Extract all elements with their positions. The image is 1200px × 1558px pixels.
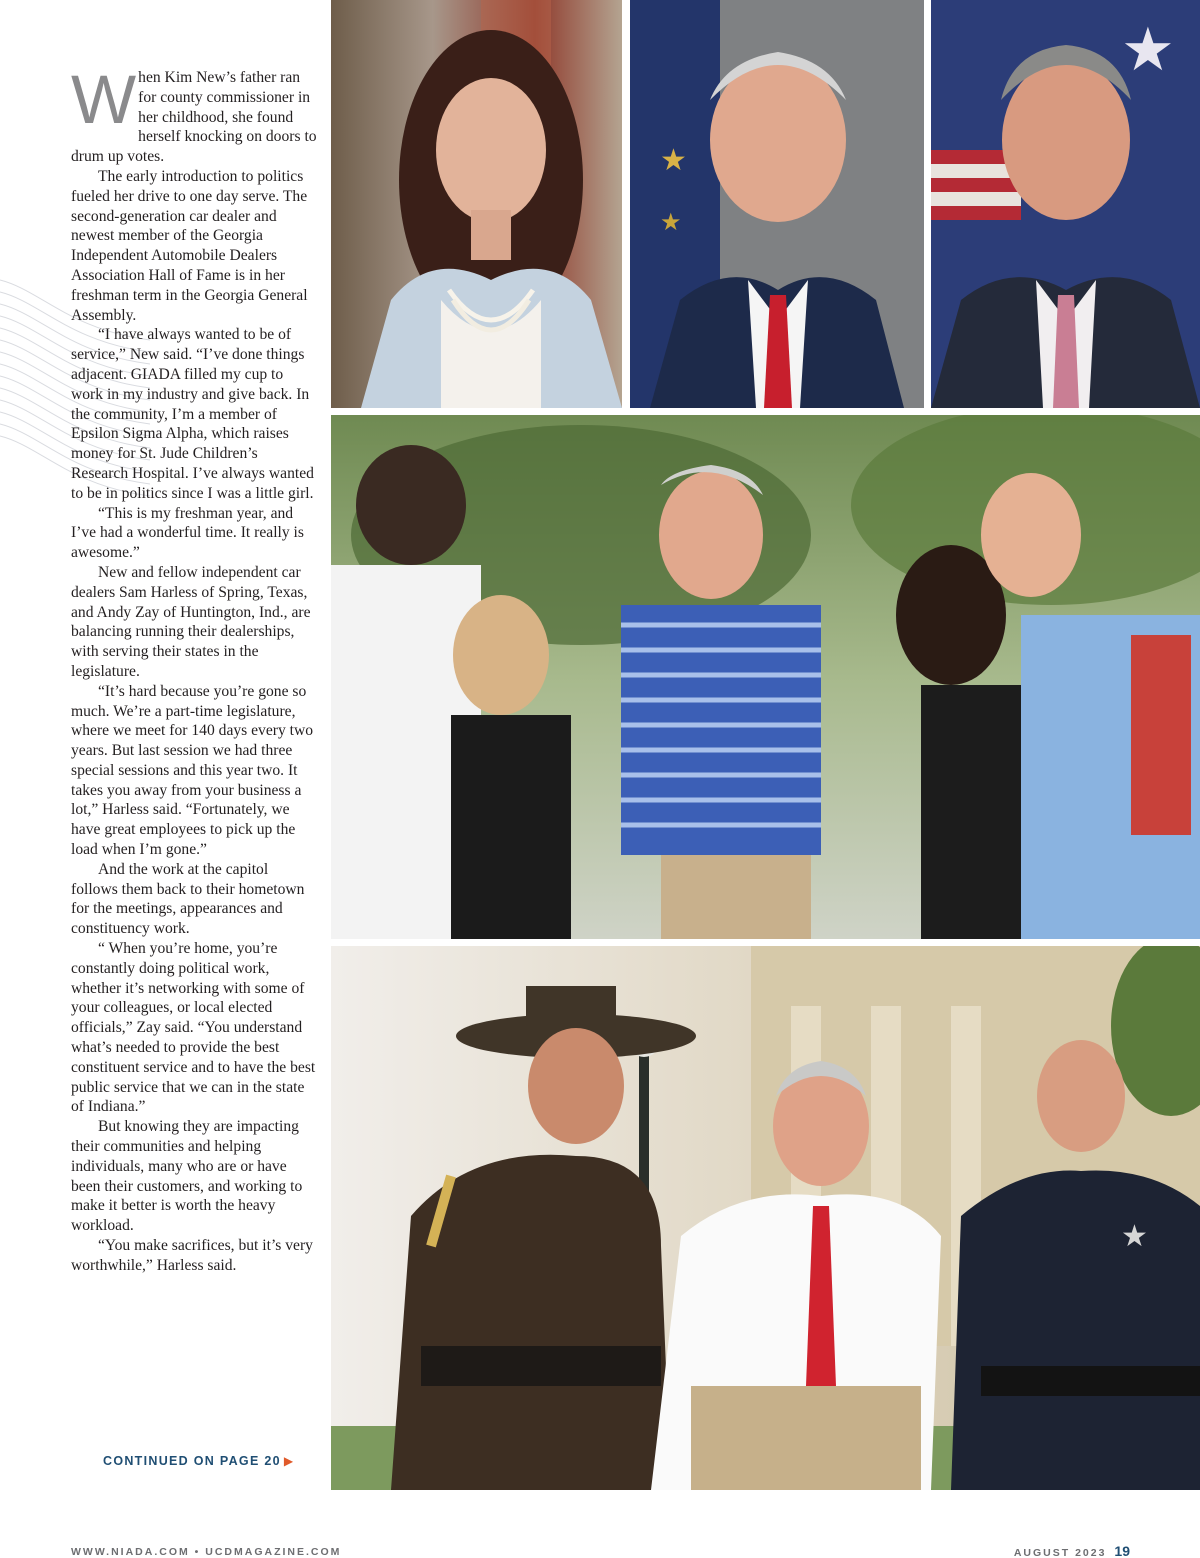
article-paragraph-7: And the work at the capitol follows them back to their hometown for the meetings, appearances and constituency work. <box>71 860 305 938</box>
photo-group-with-officers <box>331 946 1200 1490</box>
article-paragraph-9: But knowing they are impacting their communities and helping individuals, many who are or have been their customers, and working to make it better is worth the heavy workload. <box>71 1118 303 1235</box>
article-paragraph-10: “You make sacrifices, but it’s very worthwhile,” Harless said. <box>71 1237 313 1274</box>
footer-website: WWW.NIADA.COM • UCDMAGAZINE.COM <box>71 1546 342 1558</box>
svg-text:★: ★ <box>1121 15 1175 85</box>
svg-text:★: ★ <box>660 208 682 236</box>
paragraph-1-text: hen Kim New’s father ran for county commissioner in her childhood, she found herself knocking on doors to drum up votes. <box>71 69 317 166</box>
svg-text:★: ★ <box>1121 1219 1148 1254</box>
article-paragraph-2: The early introduction to politics fueled her drive to one day serve. The second-generation car dealer and newest member of the Georgia Independent Automobile Dealers Association Hall of Fame is in her freshman term in the Georgia General Assembly. <box>71 167 308 324</box>
footer-issue-info <box>1014 1543 1130 1558</box>
photo-group-with-students <box>331 415 1200 939</box>
article-paragraph-6: “It’s hard because you’re gone so much. We’re a part-time legislature, where we meet for 140 days every two years. But last session we had three special sessions and this year two. It takes you away from your business a lot,” Harless said. “Fortunately, we have great employees to pick up the load when I’m gone.” <box>71 682 314 859</box>
portrait-photo-woman <box>331 0 622 408</box>
portrait-photo-man-texas-flag <box>931 0 1200 408</box>
issue-date: AUGUST 2023 <box>1013 1547 1107 1558</box>
drop-cap: W <box>71 61 135 138</box>
article-paragraph-1 <box>71 61 317 167</box>
article-paragraph-3: “I have always wanted to be of service,” New said. “I’ve done things adjacent. GIADA filled my cup to work in my industry and give back. In the community, I’m a member of Epsilon Sigma Alpha, which raises money for St. Jude Children’s Research Hospital. I’ve always wanted to be in politics since I was a little girl. <box>71 326 314 502</box>
svg-text:★: ★ <box>660 143 687 178</box>
portrait-photo-man-indiana-flag <box>630 0 924 408</box>
right-triangle-arrow-icon: ▶ <box>283 1454 295 1468</box>
page-number: 19 <box>1114 1543 1130 1558</box>
article-paragraph-8: “ When you’re home, you’re constantly doing political work, whether it’s networking with some of your colleagues, or local elected officials,” Zay said. “You understand what’s needed to provide the best constituent service and to have the best public service that we can in the state of Indiana.” <box>71 940 316 1116</box>
continued-label: CONTINUED ON PAGE 20 <box>103 1454 281 1468</box>
article-paragraph-5: New and fellow independent car dealers Sam Harless of Spring, Texas, and Andy Zay of Huntington, Ind., are balancing running their dealerships, with serving their states in the legislature. <box>71 563 311 680</box>
continued-on-page-link[interactable] <box>103 1454 294 1468</box>
article-paragraph-4: “This is my freshman year, and I’ve had a wonderful time. It really is awesome.” <box>71 504 304 562</box>
article-body <box>71 61 317 1276</box>
